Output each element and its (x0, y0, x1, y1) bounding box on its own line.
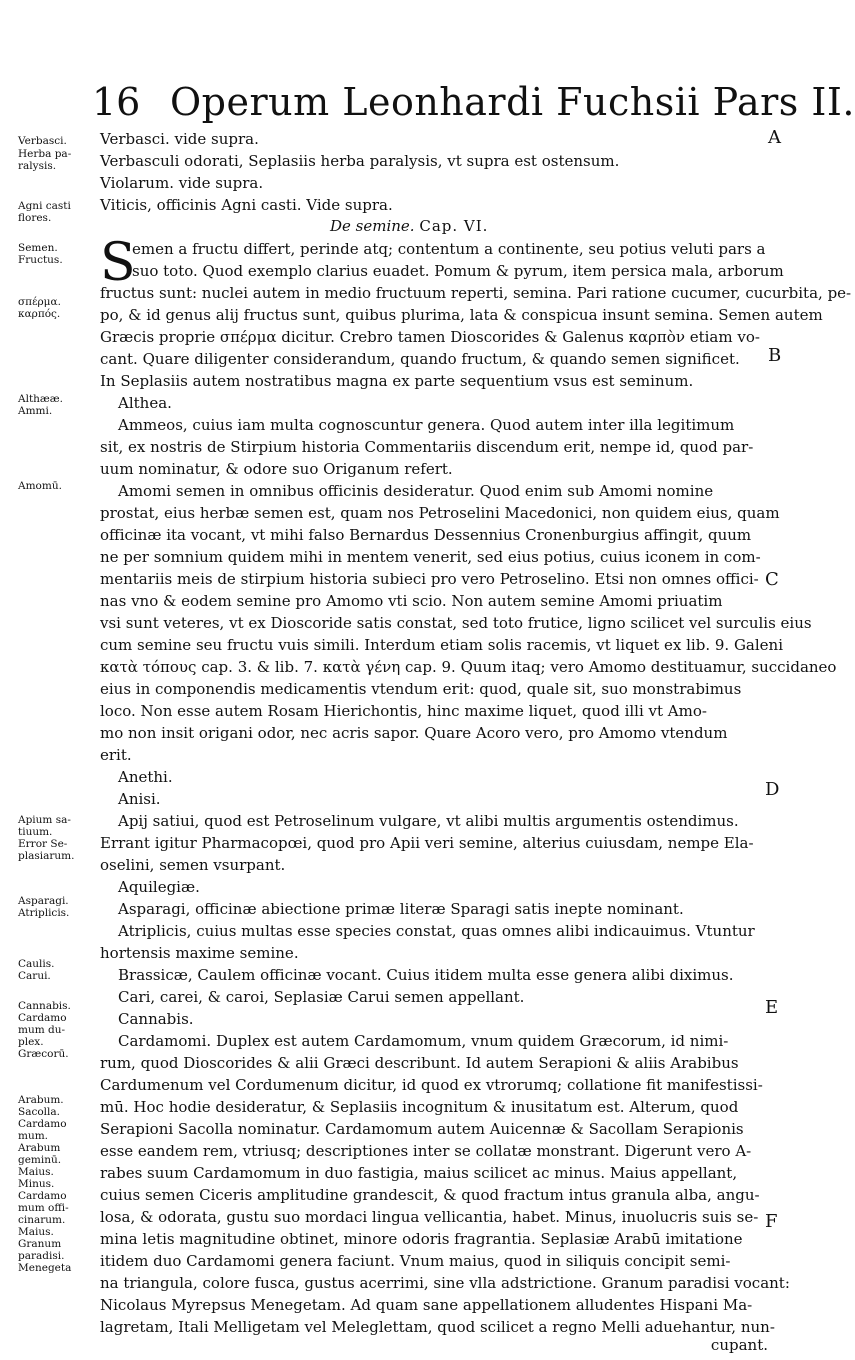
text-line: emen a fructu differt, perinde atq; contentum a continente, seu potius veluti pars a (132, 240, 766, 258)
text-line: prostat, eius herbæ semen est, quam nos Petroselini Macedonici, non quidem eius, quam (100, 504, 780, 522)
text-line: esse eandem rem, vtriusq; descriptiones inter se collatæ monstrant. Digerunt vero A- (100, 1142, 752, 1160)
text-line: Cari, carei, & caroi, Seplasiæ Carui semen appellant. (118, 988, 525, 1006)
margin-note: Arabum. Sacolla. Cardamo mum. Arabum geminū. Maius. Minus. Cardamo mum offi- cinarum. Maius. Granum paradisi. Menegeta (18, 1094, 72, 1274)
text-line: fructus sunt: nuclei autem in medio fructuum reperti, semina. Pari ratione cucumer, cucurbita, pe- (100, 284, 852, 302)
text-line: ne per somnium quidem mihi in mentem venerit, sed eius potius, cuius iconem in com- (100, 548, 761, 566)
text-line: Nicolaus Myrepsus Menegetam. Ad quam sane appellationem alludentes Hispani Ma- (100, 1296, 753, 1314)
text-line: sit, ex nostris de Stirpium historia Commentariis discendum erit, nempe id, quod par- (100, 438, 754, 456)
section-letter-b: B (768, 345, 782, 366)
text-line: oselini, semen vsurpant. (100, 856, 286, 874)
text-line: Cardamomi. Duplex est autem Cardamomum, vnum quidem Græcorum, id nimi- (118, 1032, 729, 1050)
text-line: uum nominatur, & odore suo Origanum refert. (100, 460, 453, 478)
text-line: mina letis magnitudine obtinet, minore odoris fragrantia. Seplasiæ Arabū imitatione (100, 1230, 743, 1248)
text-line: nas vno & eodem semine pro Amomo vti scio. Non autem semine Amomi priuatim (100, 592, 723, 610)
section-letter-e: E (765, 997, 779, 1018)
text-line: Serapioni Sacolla nominatur. Cardamomum autem Auicennæ & Sacollam Serapionis (100, 1120, 744, 1138)
text-line: Anethi. (118, 768, 173, 786)
running-title: Operum Leonhardi Fuchsii Pars II. (170, 80, 855, 124)
text-line: losa, & odorata, gustu suo mordaci lingua vellicantia, habet. Minus, inuolucris suis se- (100, 1208, 759, 1226)
text-line: Ammeos, cuius iam multa cognoscuntur genera. Quod autem inter illa legitimum (118, 416, 735, 434)
margin-note: Semen. Fructus. (18, 242, 63, 266)
page-header (92, 78, 855, 126)
text-line: rabes suum Cardamomum in duo fastigia, maius scilicet ac minus. Maius appellant, (100, 1164, 738, 1182)
section-letter-d: D (765, 779, 780, 800)
text-line: cupant. (710, 1336, 768, 1354)
text-line: In Seplasiis autem nostratibus magna ex parte sequentium vsus est seminum. (100, 372, 694, 390)
text-line: lagretam, Itali Melligetam vel Meleglettam, quod scilicet a regno Melli aduehantur, nun- (100, 1318, 775, 1336)
text-line: Cardumenum vel Cordumenum dicitur, id quod ex vtrorumq; collatione fit manifestissi- (100, 1076, 763, 1094)
text-line: cant. Quare diligenter considerandum, quando fructum, & quando semen significet. (100, 350, 740, 368)
text-line: Amomi semen in omnibus officinis desideratur. Quod enim sub Amomi nomine (118, 482, 714, 500)
text-line: mo non insit origani odor, nec acris sapor. Quare Acoro vero, pro Amomo vtendum (100, 724, 728, 742)
text-line: loco. Non esse autem Rosam Hierichontis, hinc maxime liquet, quod illi vt Amo- (100, 702, 707, 720)
text-line: mū. Hoc hodie desideratur, & Seplasiis incognitum & inusitatum est. Alterum, quod (100, 1098, 739, 1116)
text-line: Viticis, officinis Agni casti. Vide supra. (100, 196, 393, 214)
text-line: κατὰ τόπους cap. 3. & lib. 7. κατὰ γένη cap. 9. Quum itaq; vero Amomo destituamur, succidaneo (100, 658, 837, 676)
margin-note: Caulis. Carui. (18, 958, 55, 982)
dropcap-letter: S (100, 233, 136, 293)
text-line: Græcis proprie σπέρμα dicitur. Crebro tamen Dioscorides & Galenus καρπὸν etiam vo- (100, 328, 760, 346)
margin-note: Agni casti flores. (18, 200, 71, 224)
section-letter-c: C (765, 569, 779, 590)
text-line: mentariis meis de stirpium historia subieci pro vero Petroselino. Etsi non omnes offici- (100, 570, 759, 588)
text-line: na triangula, colore fusca, gustus acerrimi, sine vlla adstrictione. Granum paradisi vocant: (100, 1274, 790, 1292)
text-line: hortensis maxime semine. (100, 944, 299, 962)
text-line: Aquilegiæ. (118, 878, 200, 896)
margin-note: Herba pa- ralysis. (18, 148, 72, 172)
chapter-title: De semine. (330, 217, 415, 235)
chapter-number: Cap. VI. (419, 217, 489, 235)
text-line: Anisi. (118, 790, 161, 808)
margin-note: Althææ. Ammi. (18, 393, 63, 417)
margin-note: Apium sa- tiuum. Error Se- plasiarum. (18, 814, 75, 862)
text-line: rum, quod Dioscorides & alii Græci describunt. Id autem Serapioni & aliis Arabibus (100, 1054, 739, 1072)
text-line: itidem duo Cardamomi genera faciunt. Vnum maius, quod in siliquis concipit semi- (100, 1252, 731, 1270)
text-line: Verbasci. vide supra. (100, 130, 259, 148)
margin-note: Asparagi. Atriplicis. (18, 895, 70, 919)
margin-note: Cannabis. Cardamo mum du- plex. Græcorū. (18, 1000, 71, 1060)
margin-note: σπέρμα. καρπός. (18, 296, 61, 320)
section-letter-f: F (765, 1211, 778, 1232)
text-line: po, & id genus alij fructus sunt, quibus plurima, lata & conspicua insunt semina. Semen autem (100, 306, 823, 324)
text-line: cum semine seu fructu vuis simili. Interdum etiam solis racemis, vt liquet ex lib. 9. Galeni (100, 636, 784, 654)
text-line: Verbasculi odorati, Seplasiis herba paralysis, vt supra est ostensum. (100, 152, 620, 170)
text-line: Asparagi, officinæ abiectione primæ literæ Sparagi satis inepte nominant. (118, 900, 684, 918)
text-line: vsi sunt veteres, vt ex Dioscoride satis constat, sed toto frutice, ligno scilicet vel surculis eius (100, 614, 812, 632)
text-line: Errant igitur Pharmacopœi, quod pro Apii veri semine, alterius cuiusdam, nempe Ela- (100, 834, 754, 852)
text-line: Cannabis. (118, 1010, 194, 1028)
text-line: Violarum. vide supra. (100, 174, 264, 192)
margin-note: Verbasci. (18, 135, 67, 147)
text-line: Atriplicis, cuius multas esse species constat, quas omnes alibi indicauimus. Vtuntur (118, 922, 755, 940)
page-number: 16 (92, 80, 141, 124)
text-line: Apij satiui, quod est Petroselinum vulgare, vt alibi multis argumentis ostendimus. (118, 812, 739, 830)
text-line: erit. (100, 746, 132, 764)
text-line: eius in componendis medicamentis vtendum erit: quod, quale sit, suo monstrabimus (100, 680, 742, 698)
text-line: officinæ ita vocant, vt mihi falso Bernardus Dessennius Cronenburgius affingit, quum (100, 526, 752, 544)
text-line: suo toto. Quod exemplo clarius euadet. Pomum & pyrum, item persica mala, arborum (132, 262, 784, 280)
chapter-heading (330, 215, 630, 237)
text-line: cuius semen Ciceris amplitudine grandescit, & quod fractum intus granula alba, angu- (100, 1186, 760, 1204)
margin-note: Amomū. (18, 480, 62, 492)
section-letter-a: A (768, 127, 781, 148)
text-line: Brassicæ, Caulem officinæ vocant. Cuius itidem multa esse genera alibi diximus. (118, 966, 734, 984)
text-line: Althea. (118, 394, 172, 412)
